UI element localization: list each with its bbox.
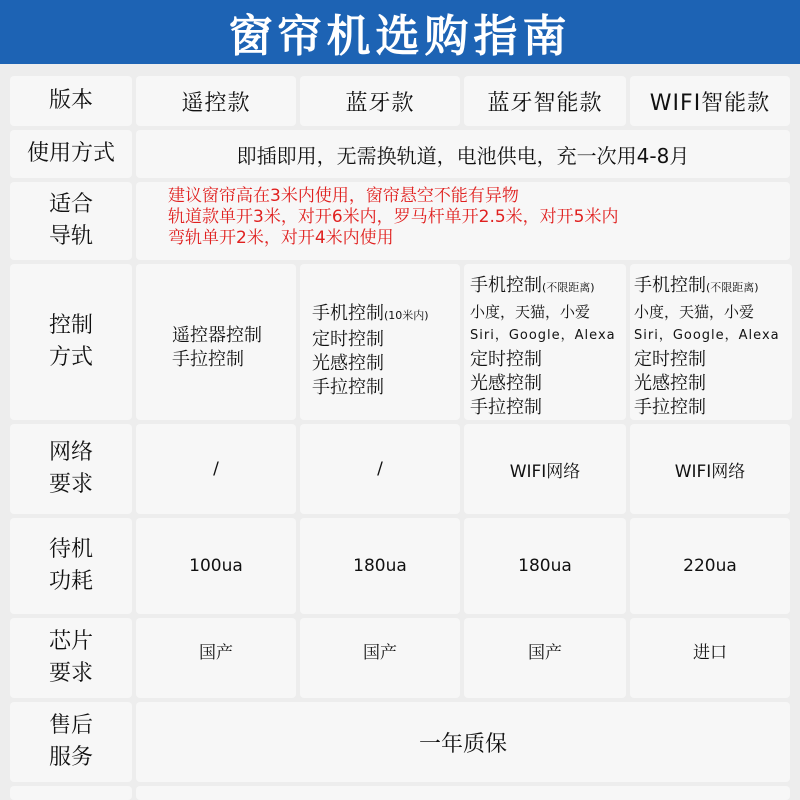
network-label-line: 要求: [48, 472, 93, 497]
row-label-usage: 使用方式: [10, 130, 132, 178]
phone-control-note: (不限距离): [706, 281, 759, 294]
page-title: 窗帘机选购指南: [228, 11, 572, 62]
phone-control: 手机控制: [470, 275, 542, 296]
chip-label-line: 芯片: [48, 629, 93, 654]
control-item: 手拉控制: [634, 397, 706, 418]
phone-control-note: (不限距离): [542, 281, 595, 294]
network-bluetooth: /: [300, 424, 460, 514]
row-label-rail: [10, 182, 132, 260]
voice-assistants: 小度，天猫，小爱: [634, 303, 755, 321]
voice-brands: Siri，Google，Alexa: [634, 328, 780, 343]
control-item: 定时控制: [470, 349, 542, 370]
control-item: 手拉控制: [172, 349, 244, 370]
phone-control-note: (10米内): [384, 309, 429, 322]
control-wifi-smart: [630, 264, 792, 420]
row-label-service: [10, 702, 132, 782]
header-bluetooth-smart: 蓝牙智能款: [464, 76, 626, 126]
network-bluetooth-smart: WIFI网络: [464, 424, 626, 514]
control-remote: [136, 264, 296, 420]
standby-bluetooth: 180ua: [300, 518, 460, 614]
chip-label-line: 要求: [48, 661, 93, 686]
control-item: 定时控制: [634, 349, 706, 370]
service-label-line: 服务: [48, 745, 93, 770]
table-row-partial: [10, 786, 132, 800]
usage-value: 即插即用，无需换轨道，电池供电，充一次用4-8月: [136, 130, 790, 178]
network-remote: /: [136, 424, 296, 514]
control-item: 定时控制: [312, 329, 384, 350]
row-label-version: 版本: [10, 76, 132, 126]
control-item: 光感控制: [312, 353, 384, 374]
row-label-network: [10, 424, 132, 514]
control-item: 光感控制: [634, 373, 706, 394]
control-item: [634, 274, 792, 300]
chip-bluetooth: 国产: [300, 618, 460, 698]
chip-wifi-smart: 进口: [630, 618, 790, 698]
control-item: 手拉控制: [470, 397, 542, 418]
control-item: 光感控制: [470, 373, 542, 394]
control-label-line: 方式: [48, 345, 93, 370]
control-bluetooth: [300, 264, 460, 420]
control-item: 遥控器控制: [172, 325, 262, 346]
header-wifi-smart: WIFI智能款: [630, 76, 790, 126]
header-bluetooth: 蓝牙款: [300, 76, 460, 126]
row-label-control: [10, 264, 132, 420]
control-label-line: 控制: [48, 313, 93, 338]
rail-label-line: 适合: [48, 192, 93, 217]
chip-bluetooth-smart: 国产: [464, 618, 626, 698]
rail-label-line: 导轨: [48, 224, 93, 249]
standby-wifi-smart: 220ua: [630, 518, 790, 614]
row-label-chip: [10, 618, 132, 698]
rail-note: 建议窗帘高在3米内使用，窗帘悬空不能有异物: [168, 186, 519, 206]
comparison-table: [8, 74, 792, 800]
rail-notes: [136, 182, 790, 260]
table-row-partial: [136, 786, 790, 800]
rail-note: 弯轨单开2米，对开4米内使用: [168, 228, 394, 248]
standby-remote: 100ua: [136, 518, 296, 614]
row-label-standby: [10, 518, 132, 614]
chip-remote: 国产: [136, 618, 296, 698]
header-remote: 遥控款: [136, 76, 296, 126]
standby-label-line: 待机: [48, 537, 93, 562]
standby-label-line: 功耗: [48, 569, 93, 594]
phone-control: 手机控制: [634, 275, 706, 296]
control-item: [470, 274, 626, 300]
network-wifi-smart: WIFI网络: [630, 424, 790, 514]
voice-brands: Siri，Google，Alexa: [470, 328, 616, 343]
control-bluetooth-smart: [464, 264, 626, 420]
service-value: 一年质保: [136, 702, 790, 782]
service-label-line: 售后: [48, 713, 93, 738]
rail-note: 轨道款单开3米，对开6米内，罗马杆单开2.5米，对开5米内: [168, 207, 619, 227]
control-item: [312, 302, 460, 328]
phone-control: 手机控制: [312, 303, 384, 324]
control-item: 手拉控制: [312, 377, 384, 398]
voice-assistants: 小度，天猫，小爱: [470, 303, 591, 321]
title-banner: [0, 0, 800, 64]
standby-bluetooth-smart: 180ua: [464, 518, 626, 614]
network-label-line: 网络: [48, 440, 93, 465]
